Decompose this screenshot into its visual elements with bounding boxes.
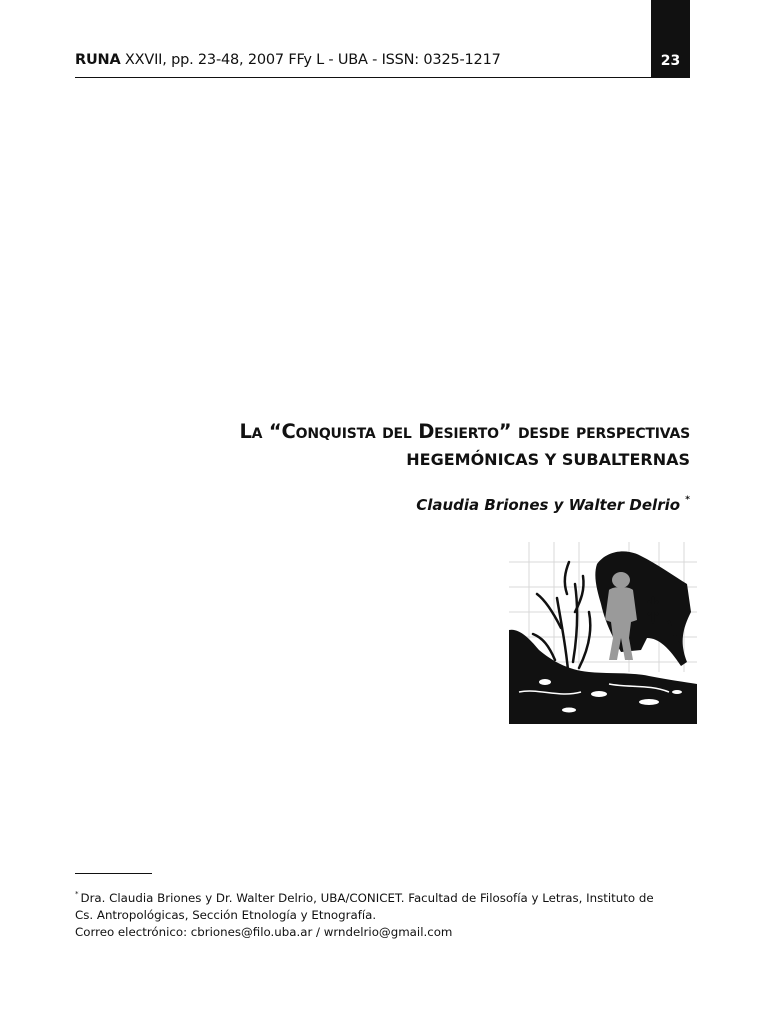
author-names: Claudia Briones y Walter Delrio [416, 496, 681, 514]
footnote-line-1: * Dra. Claudia Briones y Dr. Walter Delrio, UBA/CONICET. Facultad de Filosofía y Letras, Instituto de [75, 890, 654, 905]
footnote-mark: * [75, 890, 79, 898]
author-footnote-mark: * [685, 495, 690, 505]
article-authors [416, 496, 690, 514]
title-line-1: La “Conquista del Desierto” desde perspectivas [239, 420, 690, 443]
title-line-2: HEGEMÓNICAS Y SUBALTERNAS [406, 450, 690, 469]
cave-painting-illustration [509, 542, 697, 724]
journal-name: RUNA [75, 52, 121, 68]
article-title [90, 417, 690, 473]
footnote-line-2: Cs. Antropológicas, Sección Etnología y Etnografía. [75, 907, 377, 922]
running-header [75, 51, 690, 78]
footnote-line-3: Correo electrónico: cbriones@filo.uba.ar / wrndelrio@gmail.com [75, 924, 453, 939]
footnote-separator [75, 873, 152, 874]
page-number: 23 [660, 53, 681, 69]
header-citation [75, 52, 501, 68]
citation-details: XXVII, pp. 23-48, 2007 FFy L - UBA - ISSN: 0325-1217 [124, 52, 501, 68]
footnote [75, 887, 695, 941]
